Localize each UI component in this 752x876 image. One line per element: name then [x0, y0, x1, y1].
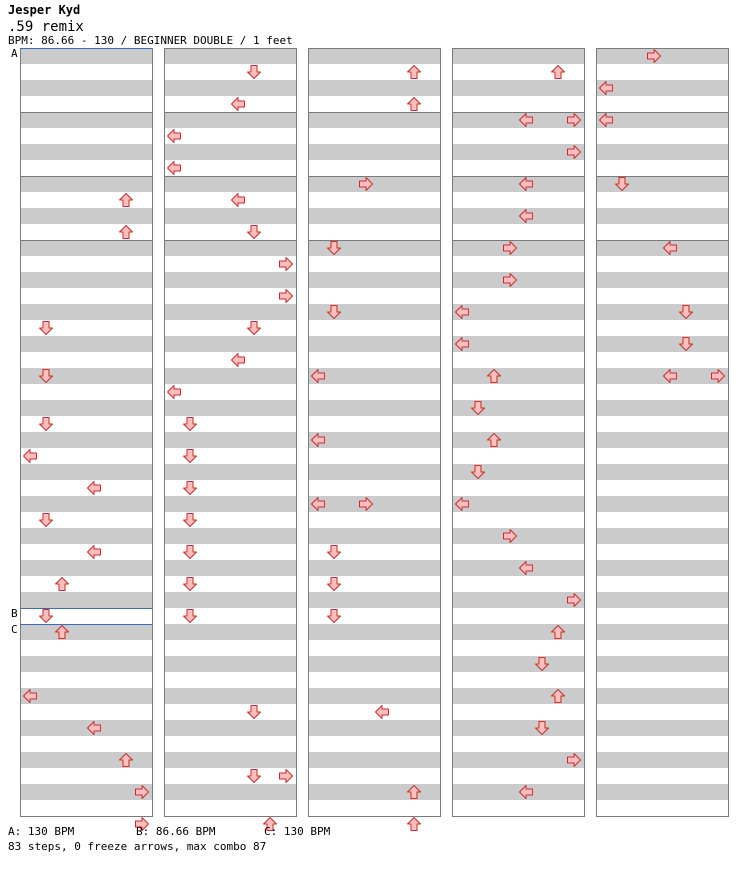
- arrow-down-icon: [182, 512, 198, 528]
- arrow-down-icon: [534, 656, 550, 672]
- arrow-left-icon: [598, 112, 614, 128]
- arrow-down-icon: [246, 64, 262, 80]
- arrow-left-icon: [230, 352, 246, 368]
- chart-column: [164, 48, 296, 816]
- arrow-down-icon: [470, 464, 486, 480]
- arrow-right-icon: [566, 144, 582, 160]
- arrow-up-icon: [550, 688, 566, 704]
- arrow-down-icon: [678, 336, 694, 352]
- column-frame: [308, 48, 441, 817]
- column-frame: [164, 48, 297, 817]
- arrow-down-icon: [326, 240, 342, 256]
- arrow-left-icon: [454, 304, 470, 320]
- arrow-down-icon: [182, 576, 198, 592]
- chart-info: BPM: 86.66 - 130 / BEGINNER DOUBLE / 1 feet: [8, 34, 293, 47]
- arrow-up-icon: [486, 432, 502, 448]
- arrow-down-icon: [182, 480, 198, 496]
- section-marker-a: A: [11, 47, 18, 60]
- arrow-left-icon: [662, 368, 678, 384]
- bpm-legend-a: A: 130 BPM: [8, 825, 75, 838]
- arrow-left-icon: [22, 688, 38, 704]
- arrow-right-icon: [278, 288, 294, 304]
- arrow-right-icon: [278, 768, 294, 784]
- song-title: .59 remix: [8, 19, 84, 35]
- section-marker-c: C: [11, 623, 18, 636]
- column-frame: [20, 48, 153, 817]
- arrow-left-icon: [518, 208, 534, 224]
- arrow-right-icon: [278, 256, 294, 272]
- step-stats: 83 steps, 0 freeze arrows, max combo 87: [8, 840, 267, 853]
- arrow-left-icon: [454, 496, 470, 512]
- arrow-up-icon: [54, 624, 70, 640]
- chart-column: [308, 48, 440, 816]
- arrow-down-icon: [246, 704, 262, 720]
- arrow-up-icon: [118, 752, 134, 768]
- arrow-left-icon: [230, 96, 246, 112]
- chart-column: [596, 48, 728, 816]
- arrow-down-icon: [38, 368, 54, 384]
- arrow-left-icon: [310, 368, 326, 384]
- section-line: [20, 48, 152, 49]
- arrow-down-icon: [326, 304, 342, 320]
- arrow-down-icon: [470, 400, 486, 416]
- section-line: [20, 624, 152, 625]
- arrow-down-icon: [38, 416, 54, 432]
- arrow-down-icon: [326, 576, 342, 592]
- arrow-down-icon: [246, 320, 262, 336]
- arrow-left-icon: [518, 112, 534, 128]
- arrow-down-icon: [246, 768, 262, 784]
- arrow-left-icon: [86, 544, 102, 560]
- arrow-left-icon: [166, 384, 182, 400]
- arrow-up-icon: [486, 368, 502, 384]
- arrow-down-icon: [38, 512, 54, 528]
- arrow-down-icon: [326, 608, 342, 624]
- arrow-right-icon: [566, 112, 582, 128]
- artist-name: Jesper Kyd: [8, 3, 81, 17]
- arrow-left-icon: [598, 80, 614, 96]
- arrow-down-icon: [38, 608, 54, 624]
- arrow-left-icon: [518, 176, 534, 192]
- arrow-right-icon: [134, 784, 150, 800]
- column-frame: [596, 48, 729, 817]
- arrow-down-icon: [678, 304, 694, 320]
- arrow-left-icon: [518, 784, 534, 800]
- arrow-down-icon: [182, 448, 198, 464]
- arrow-up-icon: [406, 784, 422, 800]
- arrow-up-icon: [550, 624, 566, 640]
- arrow-left-icon: [518, 560, 534, 576]
- arrow-down-icon: [182, 544, 198, 560]
- arrow-up-icon: [54, 576, 70, 592]
- arrow-left-icon: [86, 720, 102, 736]
- arrow-down-icon: [534, 720, 550, 736]
- arrow-down-icon: [38, 320, 54, 336]
- arrow-left-icon: [310, 432, 326, 448]
- arrow-left-icon: [166, 160, 182, 176]
- arrow-up-icon: [406, 96, 422, 112]
- arrow-left-icon: [374, 704, 390, 720]
- bpm-legend-b: B: 86.66 BPM: [136, 825, 216, 838]
- arrow-up-icon: [550, 64, 566, 80]
- arrow-left-icon: [230, 192, 246, 208]
- arrow-down-icon: [246, 224, 262, 240]
- section-marker-b: B: [11, 607, 18, 620]
- arrow-up-icon: [118, 192, 134, 208]
- arrow-down-icon: [614, 176, 630, 192]
- arrow-right-icon: [502, 240, 518, 256]
- arrow-left-icon: [454, 336, 470, 352]
- arrow-left-icon: [166, 128, 182, 144]
- arrow-left-icon: [310, 496, 326, 512]
- arrow-right-icon: [502, 528, 518, 544]
- arrow-down-icon: [326, 544, 342, 560]
- arrow-right-icon: [358, 496, 374, 512]
- arrow-left-icon: [662, 240, 678, 256]
- arrow-left-icon: [22, 448, 38, 464]
- arrow-up-icon: [406, 816, 422, 832]
- arrow-up-icon: [118, 224, 134, 240]
- arrow-down-icon: [182, 416, 198, 432]
- arrow-right-icon: [502, 272, 518, 288]
- chart-column: [20, 48, 152, 816]
- bpm-legend-c: C: 130 BPM: [264, 825, 331, 838]
- arrow-up-icon: [406, 64, 422, 80]
- arrow-right-icon: [710, 368, 726, 384]
- arrow-right-icon: [646, 48, 662, 64]
- arrow-right-icon: [566, 752, 582, 768]
- arrow-right-icon: [358, 176, 374, 192]
- arrow-down-icon: [182, 608, 198, 624]
- arrow-right-icon: [566, 592, 582, 608]
- arrow-left-icon: [86, 480, 102, 496]
